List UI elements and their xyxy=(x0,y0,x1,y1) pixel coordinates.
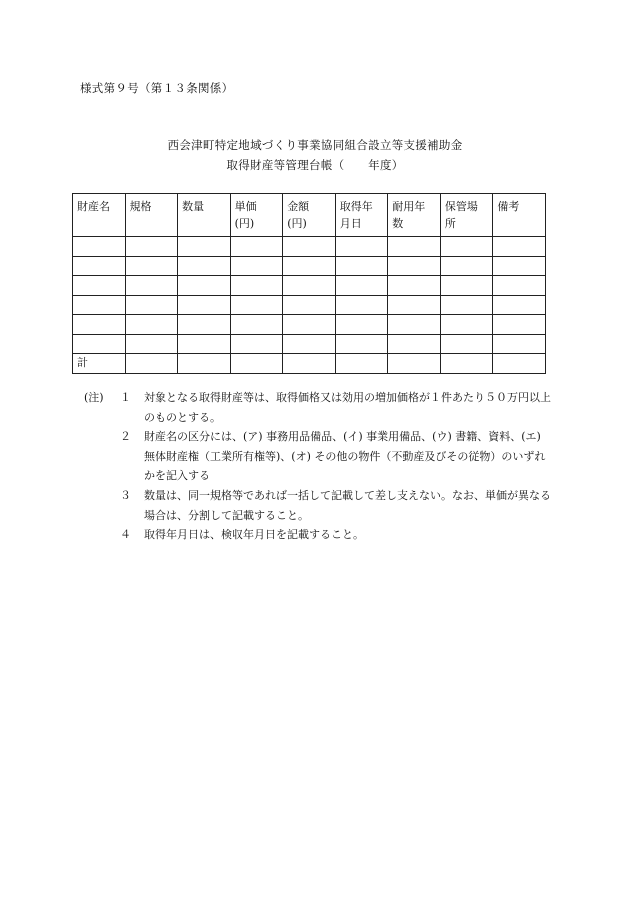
total-label: 計 xyxy=(73,354,126,374)
table-cell[interactable] xyxy=(440,334,493,354)
table-row xyxy=(73,276,546,296)
table-cell[interactable] xyxy=(440,354,493,374)
table-cell[interactable] xyxy=(73,237,126,257)
table-cell[interactable] xyxy=(230,295,283,315)
column-header-text: 備考 xyxy=(497,200,520,213)
table-cell[interactable] xyxy=(283,315,336,335)
table-cell[interactable] xyxy=(125,334,178,354)
table-cell[interactable] xyxy=(335,276,388,296)
table-cell[interactable] xyxy=(230,334,283,354)
table-cell[interactable] xyxy=(73,256,126,276)
table-cell[interactable] xyxy=(283,276,336,296)
column-header xyxy=(178,194,231,237)
column-header-text: 数 xyxy=(392,217,404,230)
note-text: 対象となる取得財産等は、取得価格又は効用の増加価格が１件あたり５０万円以上のものとする。 xyxy=(144,391,551,424)
column-header xyxy=(125,194,178,237)
column-header xyxy=(283,194,336,237)
table-cell[interactable] xyxy=(230,276,283,296)
total-row xyxy=(73,354,546,374)
note-text: 財産名の区分には、(ア) 事務用品備品、(イ) 事業用備品、(ウ) 書籍、資料、(エ) 無体財産権（工業所有権等)、(オ) その他の物件（不動産及びその従物）のいずれかを記入する xyxy=(144,430,546,483)
table-cell[interactable] xyxy=(388,295,441,315)
table-cell[interactable] xyxy=(388,237,441,257)
column-header-text: 財産名 xyxy=(77,200,110,213)
table-cell[interactable] xyxy=(125,276,178,296)
table-cell[interactable] xyxy=(493,237,546,257)
table-cell[interactable] xyxy=(230,237,283,257)
table-cell[interactable] xyxy=(178,315,231,335)
table-row xyxy=(73,237,546,257)
table-cell[interactable] xyxy=(493,315,546,335)
column-header-text: (円) xyxy=(234,217,255,230)
table-cell[interactable] xyxy=(493,295,546,315)
table-cell[interactable] xyxy=(335,295,388,315)
table-cell[interactable] xyxy=(230,354,283,374)
note-number: ３ xyxy=(120,488,131,502)
table-cell[interactable] xyxy=(178,237,231,257)
document-title: 西会津町特定地域づくり事業協同組合設立等支援補助金 xyxy=(167,138,463,152)
table-cell[interactable] xyxy=(388,315,441,335)
asset-ledger-table xyxy=(72,193,546,374)
table-cell[interactable] xyxy=(125,295,178,315)
column-header xyxy=(230,194,283,237)
form-number: 様式第９号（第１３条関係） xyxy=(80,81,234,95)
table-row xyxy=(73,256,546,276)
note-number: １ xyxy=(120,391,131,404)
table-cell[interactable] xyxy=(335,334,388,354)
table-cell[interactable] xyxy=(125,237,178,257)
table-cell[interactable] xyxy=(283,237,336,257)
column-header-text: (円) xyxy=(287,217,307,230)
column-header-text: 金額 xyxy=(287,200,310,213)
column-header-text: 耐用年 xyxy=(392,200,426,213)
column-header-text: 月日 xyxy=(339,217,362,230)
table-cell[interactable] xyxy=(73,334,126,354)
table-row xyxy=(73,295,546,315)
note-item xyxy=(84,388,554,427)
note-number: ２ xyxy=(120,430,131,444)
table-cell[interactable] xyxy=(125,315,178,335)
table-cell[interactable] xyxy=(493,256,546,276)
column-header xyxy=(73,194,126,237)
notes-section xyxy=(84,388,554,545)
table-cell[interactable] xyxy=(440,256,493,276)
table-cell[interactable] xyxy=(283,334,336,354)
table-cell[interactable] xyxy=(388,354,441,374)
document-subtitle xyxy=(0,157,630,173)
note-text: 取得年月日は、検収年月日を記載すること。 xyxy=(144,528,364,542)
table-cell[interactable] xyxy=(440,237,493,257)
column-header-text: 取得年 xyxy=(339,200,373,213)
table-cell[interactable] xyxy=(125,354,178,374)
subtitle-suffix: 年度） xyxy=(368,158,404,172)
notes-label: (注) xyxy=(84,391,104,404)
column-header xyxy=(388,194,441,237)
table-body xyxy=(73,237,546,374)
table-cell[interactable] xyxy=(335,315,388,335)
column-header xyxy=(493,194,546,237)
note-text: 数量は、同一規格等であれば一括して記載して差し支えない。なお、単価が異なる場合は、分割して記載すること。 xyxy=(144,488,551,522)
table-cell[interactable] xyxy=(335,354,388,374)
table-cell[interactable] xyxy=(493,334,546,354)
note-item xyxy=(84,525,554,545)
column-header-text: 所 xyxy=(444,217,456,230)
table-cell[interactable] xyxy=(335,237,388,257)
table-row xyxy=(73,334,546,354)
table-row xyxy=(73,315,546,335)
subtitle-prefix: 取得財産等管理台帳（ xyxy=(226,158,345,172)
note-number: ４ xyxy=(120,528,131,542)
year-blank xyxy=(344,158,368,172)
table-cell[interactable] xyxy=(283,256,336,276)
table-cell[interactable] xyxy=(230,256,283,276)
table-cell[interactable] xyxy=(388,276,441,296)
table-cell[interactable] xyxy=(178,256,231,276)
table-cell[interactable] xyxy=(440,315,493,335)
column-header-text: 数量 xyxy=(182,200,205,213)
table-header-row xyxy=(73,194,546,237)
table-cell[interactable] xyxy=(178,276,231,296)
note-item xyxy=(84,486,554,525)
table-cell[interactable] xyxy=(283,295,336,315)
table-cell[interactable] xyxy=(440,276,493,296)
table-cell[interactable] xyxy=(73,276,126,296)
table-cell[interactable] xyxy=(178,295,231,315)
table-cell[interactable] xyxy=(493,354,546,374)
column-header xyxy=(440,194,493,237)
table-cell[interactable] xyxy=(493,276,546,296)
column-header xyxy=(335,194,388,237)
table-cell[interactable] xyxy=(230,315,283,335)
column-header-text: 単価 xyxy=(234,200,257,213)
table-cell[interactable] xyxy=(335,256,388,276)
table-cell[interactable] xyxy=(388,256,441,276)
note-item xyxy=(84,427,554,486)
column-header-text: 規格 xyxy=(129,200,152,213)
table-cell[interactable] xyxy=(283,354,336,374)
column-header-text: 保管場 xyxy=(444,200,478,213)
table-cell[interactable] xyxy=(178,334,231,354)
table-cell[interactable] xyxy=(178,354,231,374)
table-cell[interactable] xyxy=(125,256,178,276)
table-cell[interactable] xyxy=(440,295,493,315)
table-cell[interactable] xyxy=(73,315,126,335)
table-cell[interactable] xyxy=(388,334,441,354)
table-cell[interactable] xyxy=(73,295,126,315)
